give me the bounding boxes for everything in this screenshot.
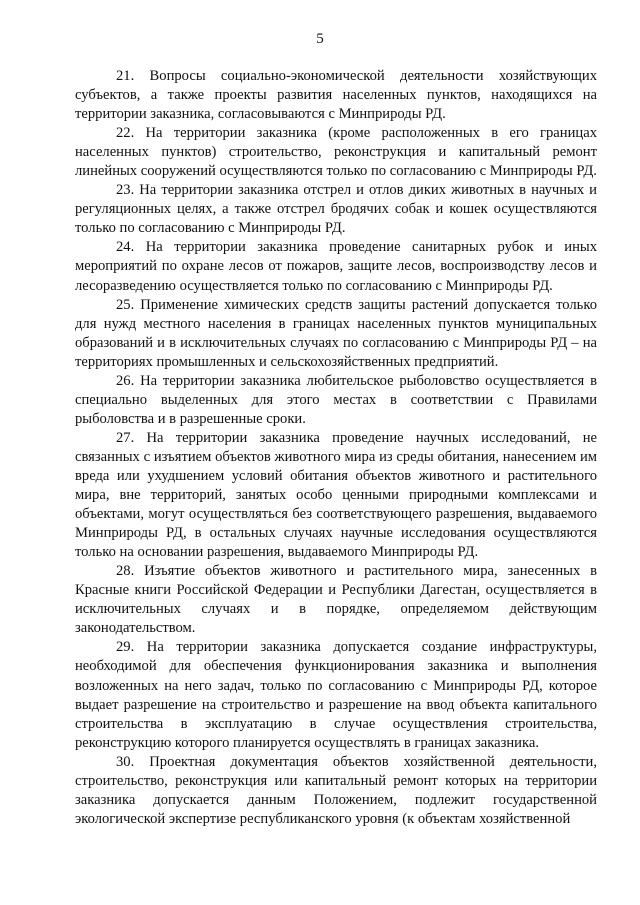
paragraph-24: 24. На территории заказника проведение санитарных рубок и иных мероприятий по охране лесов от пожаров, защите лесов, воспроизводству лесов и лесоразведению осуществляется только по согласованию с Минприроды РД. — [75, 239, 597, 294]
paragraph-25: 25. Применение химических средств защиты растений допускается только для нужд местного населения в границах населенных пунктов муниципальных образований и в исключительных случаях по согласованию с Минприроды РД – на территориях промышленных и сельскохозяйственных предприятий. — [75, 296, 597, 370]
paragraph-30: 30. Проектная документация объектов хозяйственной деятельности, строительство, реконструкция или капитальный ремонт которых на территории заказника допускается данным Положением, подлежит государственной экологической экспертизе республиканского уровня (к объектам хозяйственной — [75, 753, 597, 827]
page-number: 5 — [316, 31, 324, 47]
paragraph-28: 28. Изъятие объектов животного и растительного мира, занесенных в Красные книги Российской Федерации и Республики Дагестан, осуществляется в исключительных случаях и в порядке, определяемом действующим законодательством. — [75, 563, 597, 637]
paragraph-26: 26. На территории заказника любительское рыболовство осуществляется в специально выделенных для этого местах в соответствии с Правилами рыболовства и в разрешенные сроки. — [75, 372, 597, 427]
paragraph-27: 27. На территории заказника проведение научных исследований, не связанных с изъятием объектов животного мира из среды обитания, нанесением им вреда или ухудшением условий обитания объектов животного и растительного мира, вне территорий, занятых особо ценными природными комплексами и объектами, могут осуществляться без соответствующего разрешения, выдаваемого Минприроды РД, в остальных случаях научные исследования осуществляются только на основании разрешения, выдаваемого Минприроды РД. — [75, 429, 597, 561]
paragraph-21: 21. Вопросы социально-экономической деятельности хозяйствующих субъектов, а также проекты развития населенных пунктов, находящихся на территории заказника, согласовываются с Минприроды РД. — [75, 68, 597, 123]
paragraph-23: 23. На территории заказника отстрел и отлов диких животных в научных и регуляционных целях, а также отстрел бродячих собак и кошек осуществляются только по согласованию с Минприроды РД. — [75, 182, 597, 237]
paragraph-22: 22. На территории заказника (кроме расположенных в его границах населенных пунктов) строительство, реконструкция и капитальный ремонт линейных сооружений осуществляются только по согласованию с Минприроды РД. — [75, 125, 597, 180]
document-body — [75, 67, 597, 829]
paragraph-29: 29. На территории заказника допускается создание инфраструктуры, необходимой для обеспечения функционирования заказника и выполнения возложенных на него задач, только по согласованию с Минприроды РД, которое выдает разрешение на строительство и разрешение на ввод объекта капитального строительства в эксплуатацию в случае осуществления строительства, реконструкцию которого планируется осуществлять в границах заказника. — [75, 639, 597, 751]
